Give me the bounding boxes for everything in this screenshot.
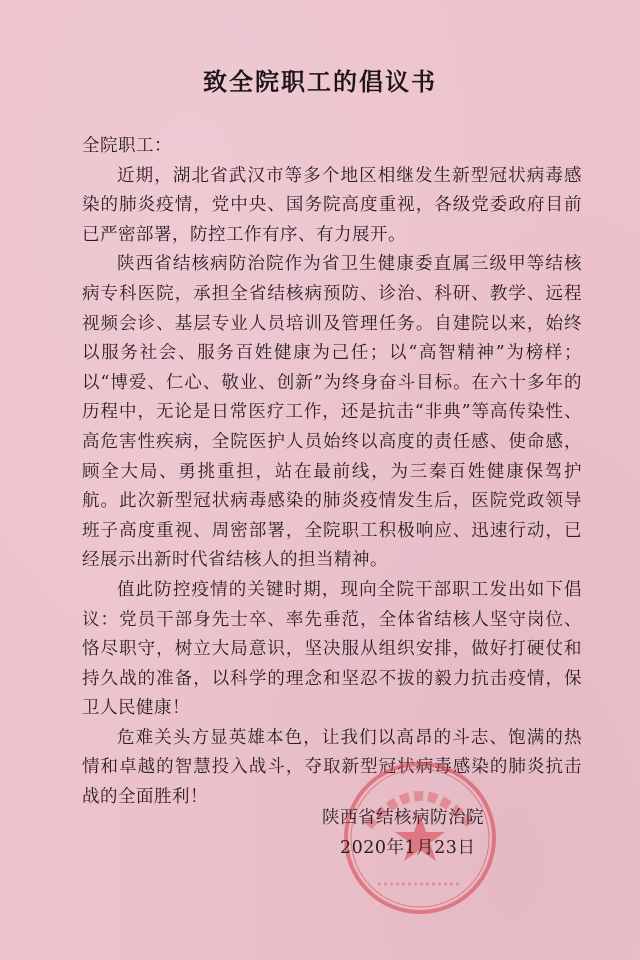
salutation: 全院职工： <box>82 136 172 156</box>
page-title: 致全院职工的倡议书 <box>203 67 437 96</box>
signature-date: 2020年1月23日 <box>340 838 476 858</box>
paragraph-3: 值此防控疫情的关键时期，现向全院干部职工发出如下倡议：党员干部身先士卒、率先垂范，全体省结核人坚守岗位、恪尽职守，树立大局意识，坚决服从组织安排，做好打硬仗和持久战的准备，以科学的理念和坚忍不拔的毅力抗击疫情，保卫人民健康！ <box>82 579 582 719</box>
paragraph-2: 陕西省结核病防治院作为省卫生健康委直属三级甲等结核病专科医院，承担全省结核病预防、诊治、科研、教学、远程视频会诊、基层专业人员培训及管理任务。自建院以来，始终以服务社会、服务百姓健康为己任；以“高智精神”为榜样；以“博爱、仁心、敬业、创新”为终身奋斗目标。在六十多年的历程中，无论是日常医疗工作，还是抗击“非典”等高传染性、高危害性疾病，全院医护人员始终以高度的责任感、使命感，顾全大局、勇挑重担，站在最前线，为三秦百姓健康保驾护航。此次新型冠状病毒感染的肺炎疫情发生后，医院党政领导班子高度重视、周密部署，全院职工积极响应、迅速行动，已经展示出新时代省结核人的担当精神。 <box>82 254 582 571</box>
signature-organization: 陕西省结核病防治院 <box>322 808 484 828</box>
paragraph-1: 近期，湖北省武汉市等多个地区相继发生新型冠状病毒感染的肺炎疫情，党中央、国务院高度重视，各级党委政府目前已严密部署，防控工作有序、有力展开。 <box>82 165 582 245</box>
paragraph-4: 危难关头方显英雄本色，让我们以高昂的斗志、饱满的热情和卓越的智慧投入战斗，夺取新型冠状病毒感染的肺炎抗击战的全面胜利！ <box>82 727 582 808</box>
letter-body <box>82 132 582 813</box>
